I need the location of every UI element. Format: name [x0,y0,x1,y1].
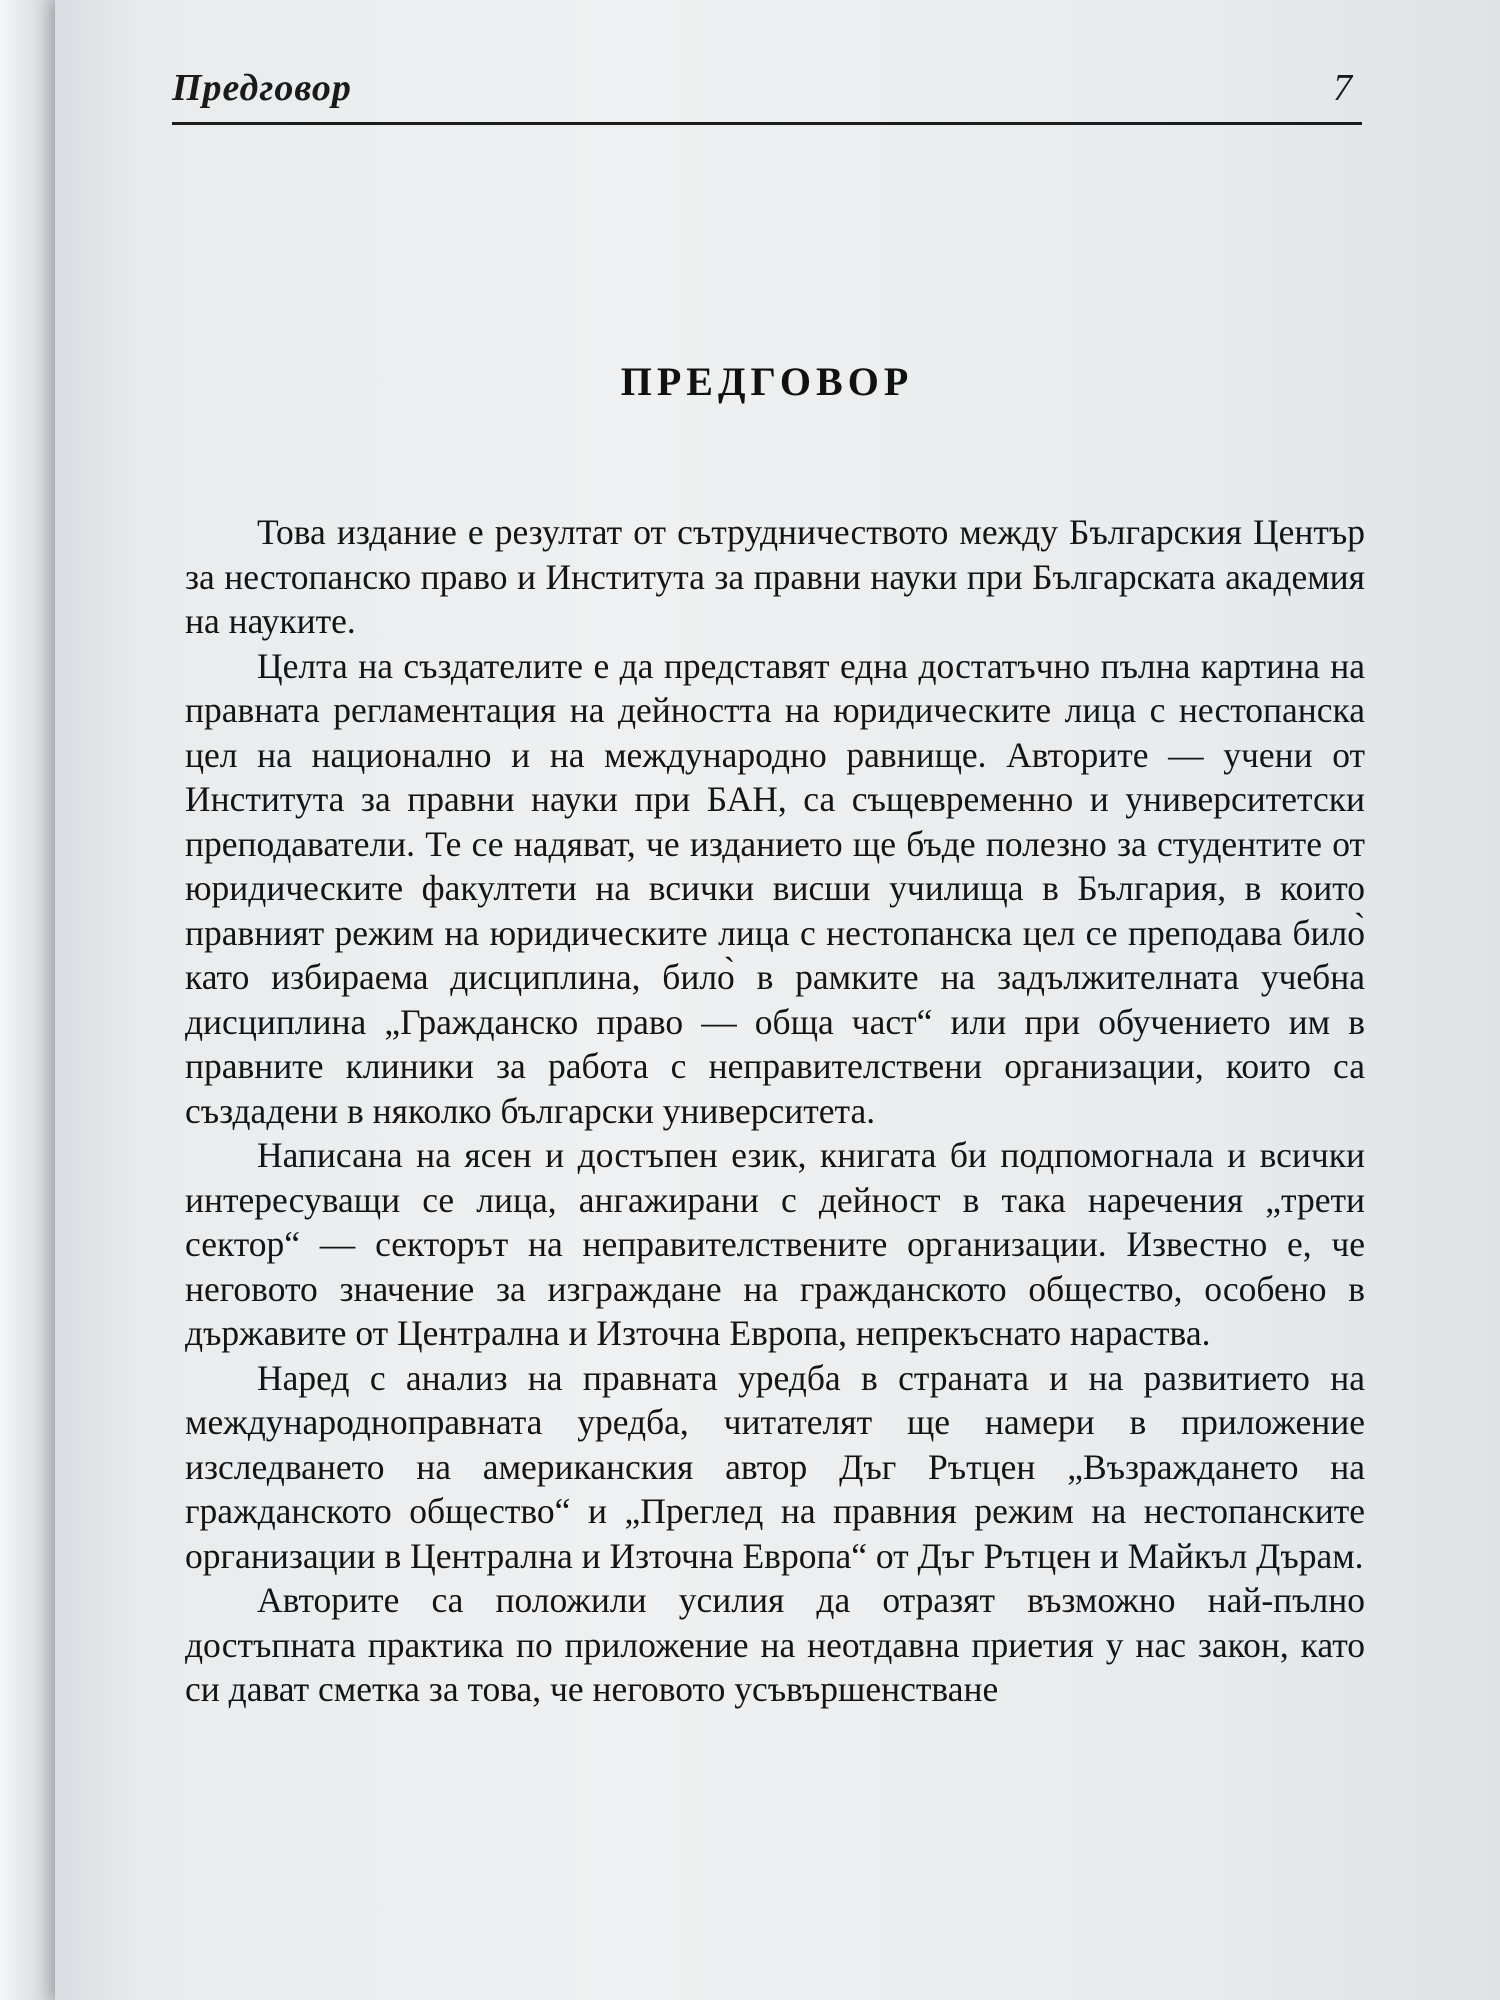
chapter-title: ПРЕДГОВОР [620,359,914,404]
running-header [172,62,1362,125]
running-header-title: Предговор [172,67,352,109]
paragraph: Авторите са положили усилия да отразят възможно най-пълно достъпната практика по приложение на неотдавна приетия у нас закон, като си дават сметка за това, че неговото усъвършенстване [185,1580,1365,1709]
paragraph: Целта на създателите е да представят една достатъчно пълна картина на правната регламентация на дейността на юридическите лица с нестопанска цел на национално и на международно равнище. Авторите — учени от Института за правни науки при БАН, са същевременно и университетски преподаватели. Те се надяват, че изданието ще бъде полезно за студентите от юридическите факултети на всички висши училища в България, в които правният режим на юридическите лица с нестопанска цел се преподава било̀ като избираема дисциплина, било̀ в рамките на задължителната учебна дисциплина „Гражданско право — обща част“ или при обучението им в правните клиники за работа с неправителствени организации, които са създадени в няколко български университета. [185,645,1365,1131]
body-text [185,510,1365,1712]
paragraph: Написана на ясен и достъпен език, книгата би подпомогнала и всички интересуващи се лица, ангажирани с дейност в така наречения „трети сектор“ — секторът на неправителствените организации. Известно е, че неговото значение за изграждане на гражданското общество, особено в държавите от Централна и Източна Европа, непрекъснато нараства. [185,1135,1365,1353]
page-number: 7 [1333,67,1352,109]
book-gutter-edge [0,0,55,2000]
paragraph: Наред с анализ на правната уредба в страната и на развитието на международноправната уредба, читателят ще намери в приложение изследването на американския автор Дъг Рътцен „Възраждането на гражданското общество“ и „Преглед на правния режим на нестопанските организации в Централна и Източна Европа“ от Дъг Рътцен и Майкъл Дърам. [185,1357,1365,1576]
paragraph: Това издание е резултат от сътрудничеството между Българския Център за нестопанско право и Института за правни науки при Българската академия на науките. [185,512,1365,641]
